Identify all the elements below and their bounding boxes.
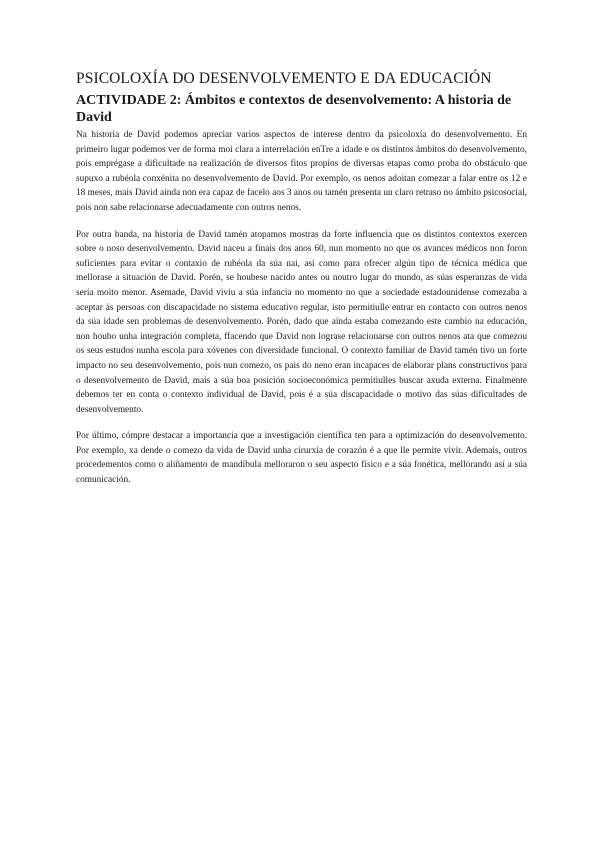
document-subtitle: ACTIVIDADE 2: Ámbitos e contextos de desenvolvemento: A historia de David xyxy=(76,93,512,125)
document-page xyxy=(76,70,527,500)
paragraph-3: Por último, cómpre destacar a importancia que a investigación científica ten para a optimización do desenvolvemento. Por exemplo, xa dende o comezo da vida de David unha cirurxía de corazón é a que lle permite vivir. Ademais, outros procedementos como o aliñamento de mandíbula melloraron o seu aspecto físico e a súa fonética, mellorando así a súa comunicación. xyxy=(76,431,527,486)
paragraph-2: Por outra banda, na historia de David tamén atopamos mostras da forte influencia que os distintos contextos exercen sobre o noso desenvolvemento. David naceu a finais dos anos 60, nun momento no que os avances médicos non foron suficientes para evitar o contaxio de rubéola da súa nai, así como para ofrecer algún tipo de técnica médica que mellorase a situación de David. Porén, se houbese nacido antes ou noutro lugar do mundo, as súas esperanzas de vida sería moito menor. Asemade, David viviu a súa infancia no momento no que a sociedade estadounidense comezaba a aceptar ás persoas con discapacidade no sistema educativo regular, isto permitiulle entrar en contacto con outros nenos da súa idade sen problemas de desenvolvemento. Porén, dado que aínda estaba comezando este cambio na educación, non houbo unha integración completa, ffacendo que David non lograse relacionarse con outros nenos ata que comezou os seus estudos nunha escola para xóvenes con diversidade funcional. O contexto familiar de David tamén tivo un forte impacto no seu desenvolvemento, pois nun comezo, os pais do neno eran incapaces de elaborar plans constructivos para o desenvolvemento de David, mais a súa boa posición socioeconómica permitiulles buscar axuda externa. Finalmente debemos ter en conta o contexto individual de David, pois é a súa discapacidade o motivo das súas dificultades de desenvolvemento. xyxy=(76,229,527,415)
document-title: PSICOLOXÍA DO DESENVOLVEMENTO E DA EDUCACIÓN xyxy=(76,70,492,87)
paragraph-1: Na historia de David podemos apreciar varios aspectos de interese dentro da psicoloxía do desenvolvemento. En primeiro lugar podemos ver de forma moi clara a interrelación enTre a idade e os distintos ámbitos do desenvolvemento, pois emprégase a dificultade na realización de diversos fitos propios de diversas etapas como proba do obstáculo que supuxo a rubéola conxénita no desenvolvemento de David. Por exemplo, os nenos adoitan comezar a falar entre os 12 e 18 meses, mais David aínda non era capaz de facelo aos 3 anos ou tamén presenta un claro retraso no ámbito psicosocial, pois non sabe relacionarse adecuadamente con outros nenos. xyxy=(76,130,527,213)
